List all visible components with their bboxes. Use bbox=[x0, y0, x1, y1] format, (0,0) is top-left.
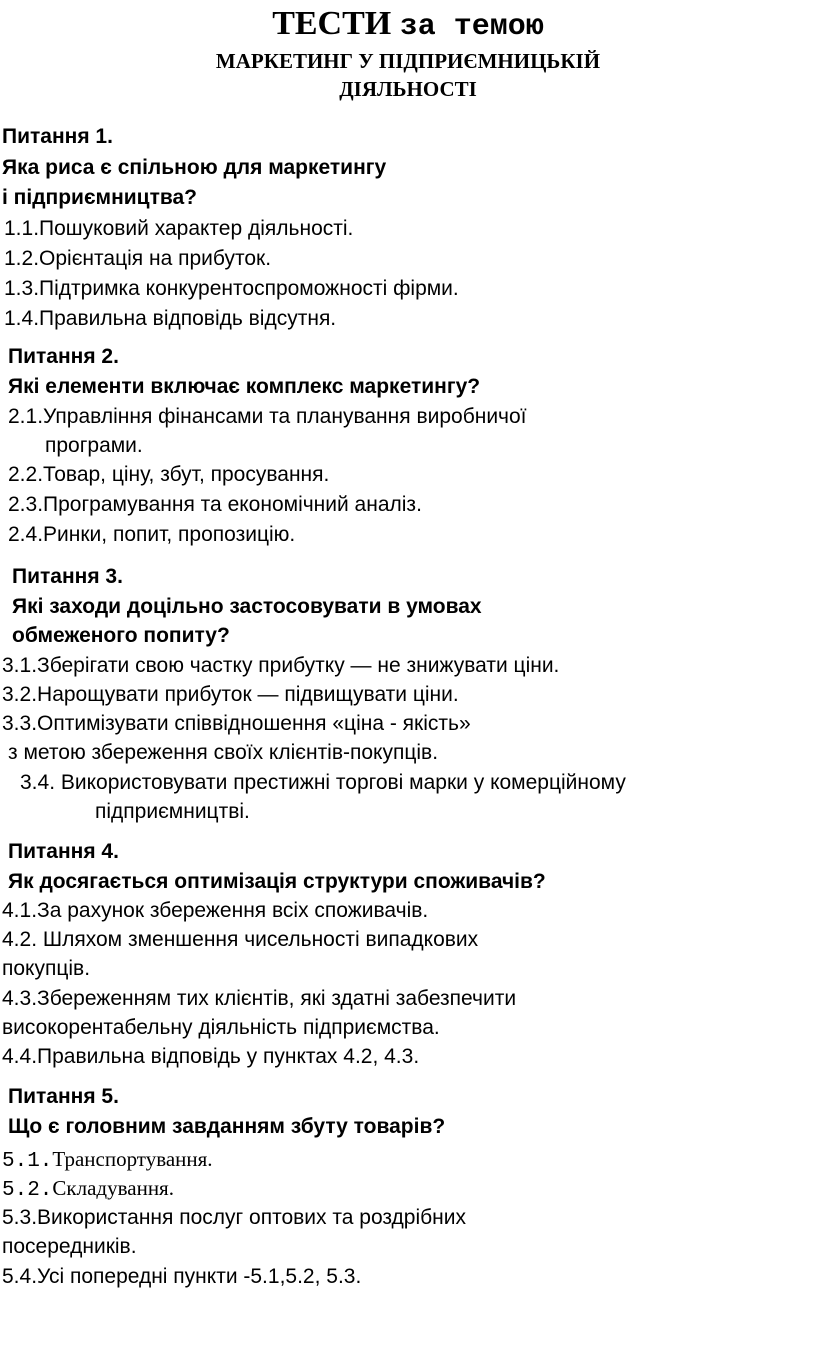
question-3-option-2: 3.2.Нарощувати прибуток — підвищувати ціни. bbox=[2, 683, 459, 706]
question-5-option-3-cont: посередників. bbox=[2, 1235, 137, 1258]
question-4-option-1: 4.1.За рахунок збереження всіх споживачів. bbox=[2, 899, 429, 922]
question-4-option-3: 4.3.Збереженням тих клієнтів, які здатні забезпечити bbox=[2, 987, 517, 1010]
question-3-option-1: 3.1.Зберігати свою частку прибутку — не знижувати ціни. bbox=[2, 654, 560, 677]
question-2-label: Питання 2. bbox=[8, 345, 119, 368]
subtitle-line-1: МАРКЕТИНГ У ПІДПРИЄМНИЦЬКІЙ bbox=[215, 49, 601, 73]
question-2-option-1-cont: програми. bbox=[45, 434, 143, 457]
question-5-option-3: 5.3.Використання послуг оптових та роздрібних bbox=[2, 1206, 467, 1229]
question-5-option-2-number: 5.2. bbox=[2, 1179, 53, 1202]
question-4-text: Як досягається оптимізація структури споживачів? bbox=[8, 870, 546, 893]
question-5-option-1-text: Транспортування. bbox=[52, 1147, 213, 1171]
document-title bbox=[0, 4, 816, 47]
question-2-option-2: 2.2.Товар, ціну, збут, просування. bbox=[8, 463, 330, 486]
question-5-option-2-text: Складування. bbox=[52, 1176, 174, 1200]
question-1-option-4: 1.4.Правильна відповідь відсутня. bbox=[4, 307, 337, 330]
question-1-option-2: 1.2.Орієнтація на прибуток. bbox=[4, 247, 272, 270]
question-1-option-1: 1.1.Пошуковий характер діяльності. bbox=[4, 217, 354, 240]
document-header bbox=[0, 4, 816, 103]
question-1-text-line-2: і підприємництва? bbox=[2, 186, 197, 209]
question-3-text-line-1: Які заходи доцільно застосовувати в умовах bbox=[12, 595, 482, 618]
question-5-option-2 bbox=[2, 1174, 174, 1205]
title-main: ТЕСТИ bbox=[272, 5, 392, 42]
question-5-option-1-number: 5.1. bbox=[2, 1150, 53, 1173]
question-2-option-4: 2.4.Ринки, попит, пропозицію. bbox=[8, 523, 296, 546]
question-5-option-1 bbox=[2, 1145, 213, 1176]
question-3-text-line-2: обмеженого попиту? bbox=[12, 624, 230, 647]
question-1-text-line-1: Яка риса є спільною для маркетингу bbox=[2, 156, 387, 179]
question-4-option-4: 4.4.Правильна відповідь у пунктах 4.2, 4.3. bbox=[2, 1045, 420, 1068]
question-4-option-2-cont: покупців. bbox=[2, 957, 91, 980]
question-5-text: Що є головним завданням збуту товарів? bbox=[8, 1115, 446, 1138]
question-5-label: Питання 5. bbox=[8, 1085, 119, 1108]
question-5-option-4: 5.4.Усі попередні пункти -5.1,5.2, 5.3. bbox=[2, 1265, 362, 1288]
question-3-option-4-cont: підприємництві. bbox=[95, 800, 250, 823]
title-suffix: за темою bbox=[399, 10, 544, 44]
question-4-option-2: 4.2. Шляхом зменшення чисельності випадкових bbox=[2, 928, 479, 951]
question-2-text: Які елементи включає комплекс маркетингу? bbox=[8, 375, 481, 398]
question-2-option-3: 2.3.Програмування та економічний аналіз. bbox=[8, 493, 422, 516]
question-4-option-3-cont: високорентабельну діяльність підприємства. bbox=[2, 1016, 440, 1039]
subtitle-line-2: ДІЯЛЬНОСТІ bbox=[339, 77, 477, 101]
question-1-option-3: 1.3.Підтримка конкурентоспроможності фірми. bbox=[4, 277, 459, 300]
question-2-option-1: 2.1.Управління фінансами та планування виробничої bbox=[8, 405, 527, 428]
question-3-option-3: 3.3.Оптимізувати співвідношення «ціна - якість» bbox=[2, 712, 471, 735]
question-3-label: Питання 3. bbox=[12, 565, 123, 588]
question-4-label: Питання 4. bbox=[8, 840, 119, 863]
question-3-option-3-cont: з метою збереження своїх клієнтів-покупців. bbox=[8, 741, 439, 764]
question-3-option-4: 3.4. Використовувати престижні торгові марки у комерційному bbox=[20, 771, 626, 794]
question-1-label: Питання 1. bbox=[2, 125, 113, 148]
